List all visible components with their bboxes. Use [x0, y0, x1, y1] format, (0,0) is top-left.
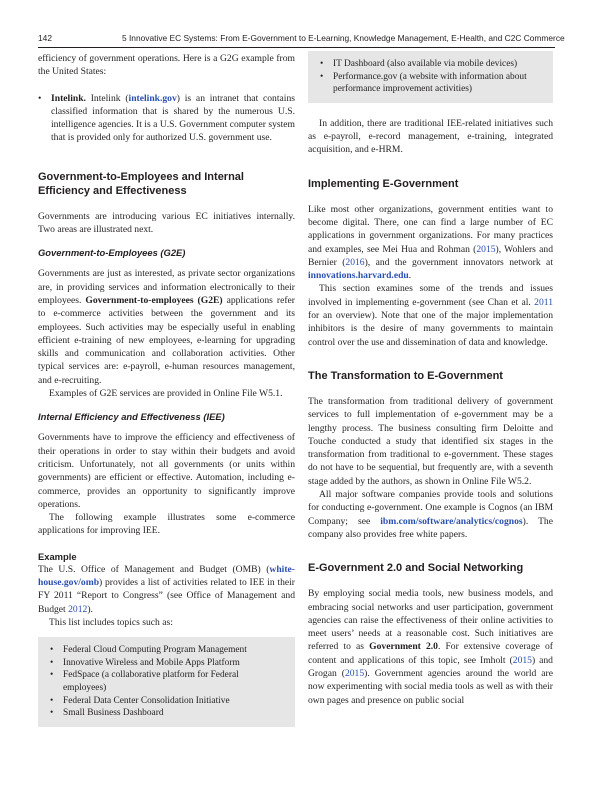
topic-item: • Innovative Wireless and Mobile Apps Platform — [50, 657, 283, 670]
implementing-heading: Implementing E-Government — [308, 177, 459, 190]
transformation-paragraph-2: All major software companies provide tools and solutions for conducting e-government. One example is Cognos (an IBM Company; see ibm.com/software/analytics/cognos). The company also provides free white papers. — [308, 489, 553, 540]
topic-item: • Federal Data Center Consolidation Initiative — [50, 695, 283, 708]
g2e-subheading: Government-to-Employees (G2E) — [38, 247, 186, 259]
citation-2015[interactable]: 2015 — [344, 667, 365, 679]
egov20-paragraph: By employing social media tools, new business models, and embracing social networks and user participation, government agencies can raise the effectiveness of their online activities to meet users’ needs at a reasonable cost. Such initiatives are referred to as Government 2.0. For extensive coverage of content and applications of this topic, see Imholt (2015) and Grogan (2015). Government agencies around the world are now experimenting with social media tools as well as with their own pages and presence on public social — [308, 588, 554, 706]
egov20-heading: E-Government 2.0 and Social Networking — [308, 562, 524, 575]
g2e-term: Government-to-employees (G2E) — [85, 294, 223, 306]
harvard-link[interactable]: innovations.harvard.edu — [308, 270, 409, 282]
intelink-list — [38, 92, 295, 145]
g2e-paragraph-2: Examples of G2E services are provided in Online File W5.1. — [49, 388, 283, 400]
transformation-heading: The Transformation to E-Government — [308, 369, 503, 382]
left-column — [38, 52, 295, 727]
topic-item: • IT Dashboard (also available via mobile devices) — [320, 58, 541, 71]
intelink-term: Intelink. — [51, 92, 86, 104]
chapter-title: 5 Innovative EC Systems: From E-Government to E-Learning, Knowledge Management, E-Health, and C2C Commerce — [122, 33, 565, 43]
g2e-intro: Governments are introducing various EC initiatives internally. Two areas are illustrated next. — [38, 210, 295, 236]
g2e-paragraph-1: Governments are just as interested, as private sector organizations are, in providing services and information electronically to their employees. Government-to-employees (G2E) applications refer to e-commerce activities between the government and its employees. Such activities may be especially useful in enabling efficient e-training of new employees, e-learning for upgrading skills and communication and collaboration activities. Other typical services are: e-payroll, e-human resources management, and e-recruiting. — [38, 268, 295, 386]
topics-box-left — [38, 637, 295, 727]
gov20-term: Government 2.0 — [369, 641, 438, 653]
iee-subheading: Internal Efficiency and Effectiveness (IEE) — [38, 411, 225, 423]
citation-2016[interactable]: 2016 — [345, 256, 365, 268]
whitehouse-link[interactable]: white-house.gov/omb — [38, 563, 295, 589]
intelink-item: • Intelink. Intelink (intelink.gov) is an intranet that contains classified information that is shared by the numerous U.S. intelligence agencies. It is a U.S. Government computer system that is provided only for authorized U.S. government use. — [38, 92, 295, 145]
header-rule — [38, 47, 555, 48]
citation-2015[interactable]: 2015 — [476, 243, 496, 255]
iee-paragraph-1: Governments have to improve the efficiency and effectiveness of their operations in order to stay within their budgets and avoid criticism. Unfortunately, not all governments (or units within governments) are efficient or effective. Automation, including e-commerce, provides an opportunity to significantly improve operations. — [38, 432, 295, 510]
example-heading: Example — [38, 550, 77, 562]
g2e-section-heading: Government-to-Employees and Internal Efficiency and Effectiveness — [38, 170, 244, 197]
ibm-link[interactable]: ibm.com/software/analytics/cognos — [380, 515, 523, 527]
list-intro: This list includes topics such as: — [49, 616, 173, 628]
intelink-link[interactable]: intelink.gov — [128, 92, 177, 104]
implementing-paragraph-1: Like most other organizations, government entities want to become digital. There, one can find a large number of EC applications in government organizations. For many practices and examples, see Mei Hua and Rohman (2015), Wohlers and Bernier (2016), and the government innovators network at innovations.harvard.edu. — [308, 203, 553, 282]
citation-2011[interactable]: 2011 — [534, 296, 553, 308]
addition-paragraph: In addition, there are traditional IEE-related initiatives such as e-payroll, e-record management, e-training, integrated acquisition, and e-HRM. — [308, 117, 553, 156]
transformation-paragraph-1: The transformation from traditional delivery of government services to full implementation of e-government may be a lengthy process. The business consulting firm Deloitte and Touche conducted a study that identified six stages in the transformation from traditional to e-government. These stages do not have to be sequential, but frequently are, with a seventh stage added by the authors, as shown in Online File W5.2. — [308, 395, 553, 487]
right-column — [308, 52, 553, 707]
topic-item: • Small Business Dashboard — [50, 707, 283, 720]
topic-item: • Federal Cloud Computing Program Management — [50, 644, 283, 657]
citation-2015[interactable]: 2015 — [512, 654, 532, 666]
iee-paragraph-2: The following example illustrates some e-commerce applications for improving IEE. — [38, 512, 295, 537]
example-paragraph: The U.S. Office of Management and Budget (OMB) (white-house.gov/omb) provides a list of activities related to IEE in their FY 2011 “Report to Congress” (see Office of Management and Budget 2012). — [38, 563, 295, 615]
citation-2012[interactable]: 2012 — [68, 603, 88, 615]
topics-box-right — [308, 51, 553, 103]
topic-item: • FedSpace (a collaborative platform for Federal employees) — [50, 669, 283, 694]
page-number: 142 — [38, 33, 52, 43]
intro-paragraph: efficiency of government operations. Here is a G2G example from the United States: — [38, 53, 295, 78]
topic-item: • Performance.gov (a website with information about performance improvement activities) — [320, 71, 541, 96]
implementing-paragraph-2: This section examines some of the trends and issues involved in implementing e-government (see Chan et al. 2011 for an overview). Note that one of the major implementation inhibitors is the desire of many governments to maintain control over the use and dissemination of data and knowledge. — [308, 283, 553, 348]
